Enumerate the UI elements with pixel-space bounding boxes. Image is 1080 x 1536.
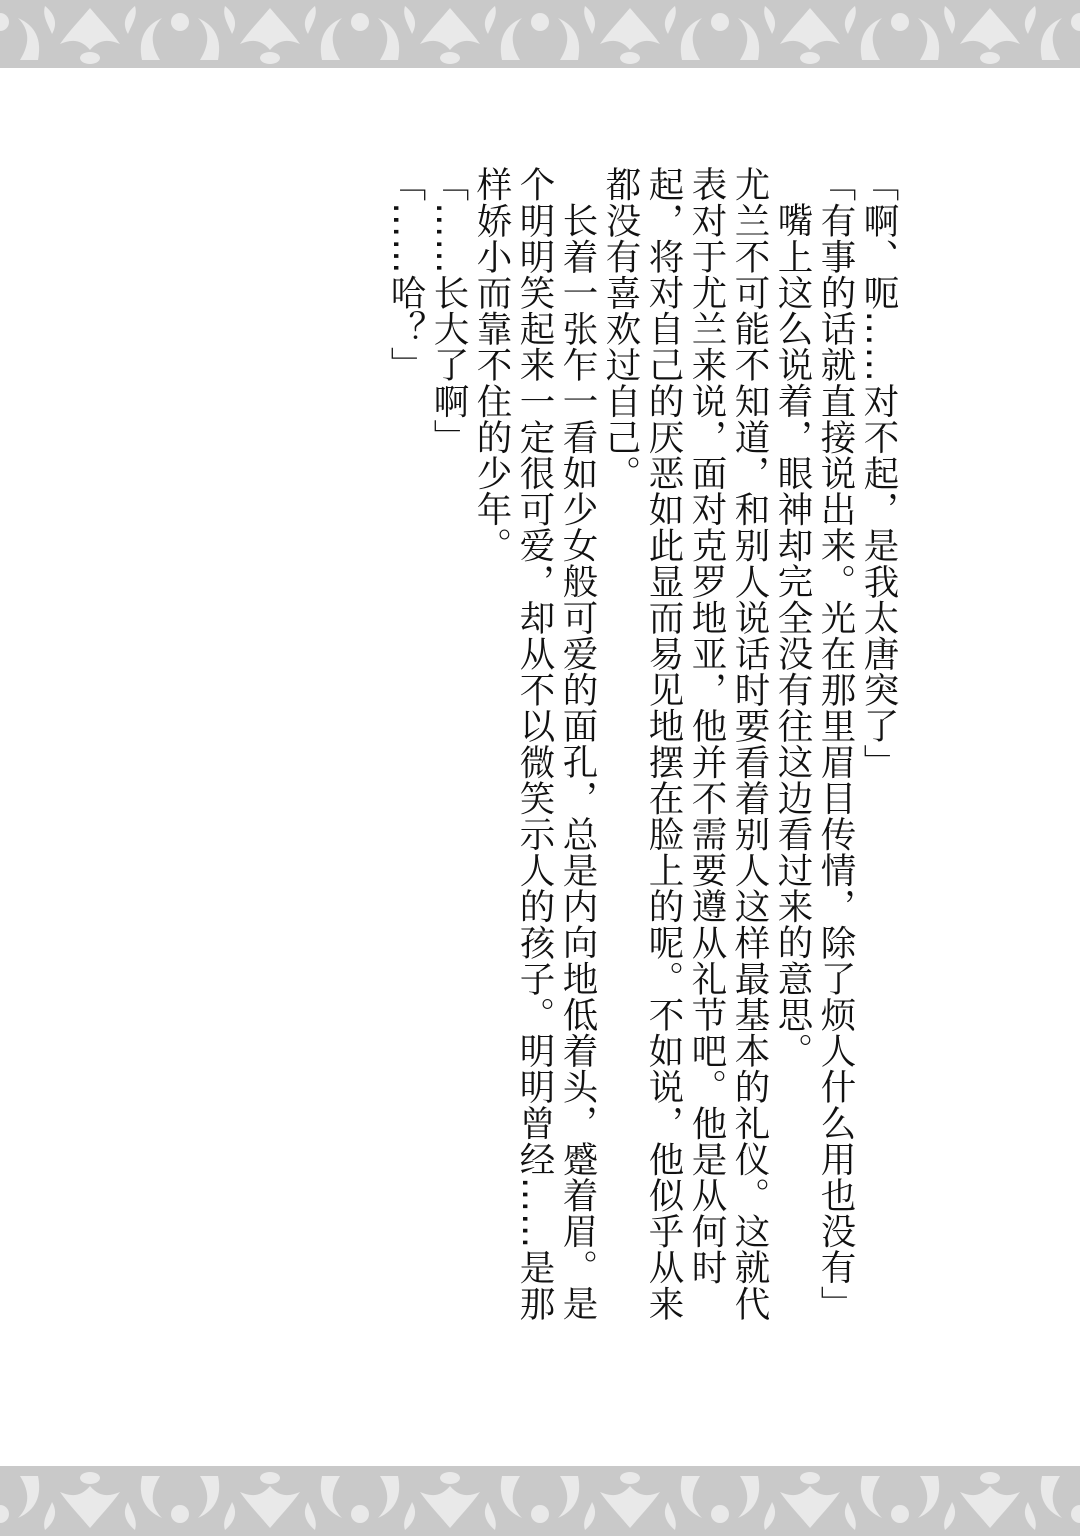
vertical-text-page <box>220 166 900 1346</box>
dialogue-line-2: 「有事的话就直接说出来。光在那里眉目传情，除了烦人什么用也没有」 <box>815 166 856 1322</box>
narration-paragraph-1: 嘴上这么说着，眼神却完全没有往这边看过来的意思。 <box>772 201 813 1068</box>
bottom-damask-band <box>0 1466 1080 1536</box>
dialogue-line-3: 「……长大了啊」 <box>428 166 469 455</box>
top-damask-ornament <box>0 0 1080 68</box>
top-damask-band <box>0 0 1080 68</box>
dialogue-line-4: 「……哈？」 <box>385 166 426 383</box>
narration-paragraph-3: 长着一张乍一看如少女般可爱的面孔，总是内向地低着头，蹙着眉。是个明明笑起来一定很可爱，却从不以微笑示人的孩子。明明曾经……是那样娇小而靠不住的少年。 <box>471 166 598 1322</box>
dialogue-line-1: 「啊、呃……对不起，是我太唐突了」 <box>858 166 899 780</box>
narration-paragraph-2: 尤兰不可能不知道，和别人说话时要看着别人这样最基本的礼仪。这就代表对于尤兰来说，面对克罗地亚，他并不需要遵从礼节吧。他是从何时起，将对自己的厌恶如此显而易见地摆在脸上的呢。不如说，他似乎从来都没有喜欢过自己。 <box>600 166 770 1322</box>
bottom-damask-ornament <box>0 1466 1080 1536</box>
